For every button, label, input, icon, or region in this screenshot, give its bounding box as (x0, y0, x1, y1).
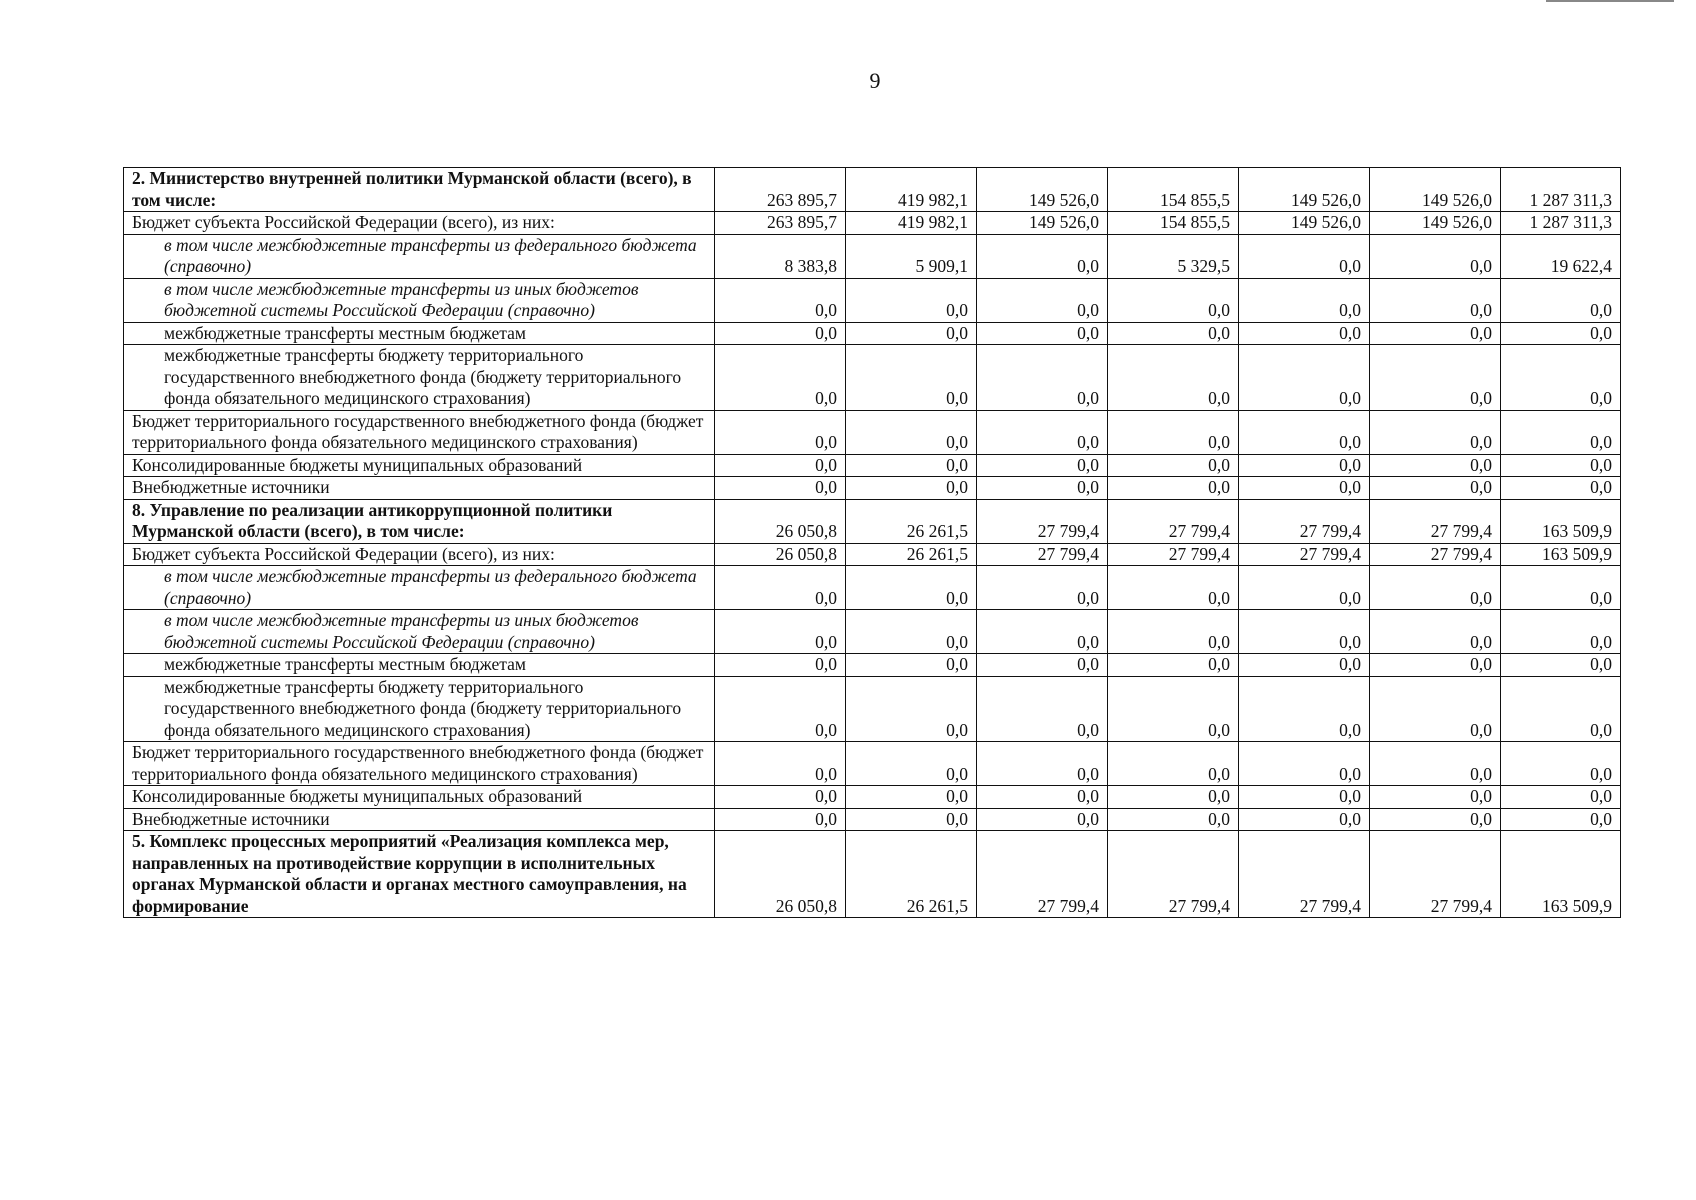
value-cell: 0,0 (846, 566, 977, 610)
value-cell: 0,0 (977, 454, 1108, 477)
value-cell: 26 050,8 (715, 831, 846, 918)
value-cell: 0,0 (1239, 742, 1370, 786)
value-cell: 0,0 (977, 808, 1108, 831)
value-cell: 19 622,4 (1501, 234, 1621, 278)
value-cell: 27 799,4 (1239, 831, 1370, 918)
value-cell: 0,0 (1108, 345, 1239, 411)
row-label: 8. Управление по реализации антикоррупционной политики Мурманской области (всего), в том числе: (124, 499, 715, 543)
value-cell: 149 526,0 (1239, 212, 1370, 235)
value-cell: 0,0 (715, 786, 846, 809)
value-cell: 0,0 (1501, 278, 1621, 322)
value-cell: 0,0 (1370, 234, 1501, 278)
value-cell: 27 799,4 (977, 499, 1108, 543)
row-label: межбюджетные трансферты местным бюджетам (124, 322, 715, 345)
value-cell: 26 050,8 (715, 499, 846, 543)
value-cell: 5 909,1 (846, 234, 977, 278)
value-cell: 0,0 (1370, 808, 1501, 831)
table-row (124, 543, 1621, 566)
value-cell: 0,0 (1239, 278, 1370, 322)
value-cell: 27 799,4 (1108, 543, 1239, 566)
value-cell: 27 799,4 (1370, 543, 1501, 566)
value-cell: 0,0 (1370, 454, 1501, 477)
table-row (124, 566, 1621, 610)
budget-table (123, 167, 1621, 918)
value-cell: 0,0 (1108, 786, 1239, 809)
value-cell: 0,0 (1501, 477, 1621, 500)
value-cell: 0,0 (1370, 278, 1501, 322)
value-cell: 163 509,9 (1501, 543, 1621, 566)
value-cell: 0,0 (846, 410, 977, 454)
value-cell: 27 799,4 (1370, 499, 1501, 543)
value-cell: 0,0 (846, 654, 977, 677)
value-cell: 0,0 (1239, 786, 1370, 809)
value-cell: 0,0 (846, 676, 977, 742)
value-cell: 0,0 (846, 454, 977, 477)
value-cell: 0,0 (1501, 610, 1621, 654)
value-cell: 5 329,5 (1108, 234, 1239, 278)
row-label: 2. Министерство внутренней политики Мурманской области (всего), в том числе: (124, 168, 715, 212)
row-label: в том числе межбюджетные трансферты из федерального бюджета (справочно) (124, 234, 715, 278)
value-cell: 27 799,4 (1108, 499, 1239, 543)
value-cell: 0,0 (1370, 566, 1501, 610)
row-label: межбюджетные трансферты местным бюджетам (124, 654, 715, 677)
scan-edge-mark (1546, 0, 1674, 2)
value-cell: 0,0 (715, 676, 846, 742)
value-cell: 0,0 (715, 278, 846, 322)
value-cell: 419 982,1 (846, 168, 977, 212)
value-cell: 0,0 (846, 345, 977, 411)
value-cell: 149 526,0 (1370, 168, 1501, 212)
row-label: в том числе межбюджетные трансферты из иных бюджетов бюджетной системы Российской Федерации (справочно) (124, 278, 715, 322)
value-cell: 0,0 (715, 454, 846, 477)
value-cell: 0,0 (715, 654, 846, 677)
value-cell: 0,0 (977, 322, 1108, 345)
value-cell: 0,0 (1239, 676, 1370, 742)
value-cell: 0,0 (977, 477, 1108, 500)
value-cell: 0,0 (1370, 610, 1501, 654)
value-cell: 0,0 (977, 234, 1108, 278)
value-cell: 0,0 (1501, 742, 1621, 786)
value-cell: 0,0 (1108, 410, 1239, 454)
value-cell: 26 261,5 (846, 543, 977, 566)
value-cell: 0,0 (1239, 454, 1370, 477)
value-cell: 0,0 (977, 566, 1108, 610)
value-cell: 154 855,5 (1108, 168, 1239, 212)
value-cell: 0,0 (715, 808, 846, 831)
value-cell: 0,0 (1108, 454, 1239, 477)
row-label: 5. Комплекс процессных мероприятий «Реализация комплекса мер, направленных на противодействие коррупции в исполнительных органах Мурманской области и органах местного самоуправления, на формирование (124, 831, 715, 918)
row-label: Бюджет субъекта Российской Федерации (всего), из них: (124, 212, 715, 235)
table-row (124, 322, 1621, 345)
value-cell: 1 287 311,3 (1501, 212, 1621, 235)
value-cell: 0,0 (715, 322, 846, 345)
value-cell: 0,0 (1501, 410, 1621, 454)
table-row (124, 410, 1621, 454)
value-cell: 163 509,9 (1501, 831, 1621, 918)
value-cell: 154 855,5 (1108, 212, 1239, 235)
value-cell: 149 526,0 (1370, 212, 1501, 235)
table-row (124, 168, 1621, 212)
value-cell: 0,0 (977, 676, 1108, 742)
value-cell: 8 383,8 (715, 234, 846, 278)
row-label: Консолидированные бюджеты муниципальных образований (124, 786, 715, 809)
value-cell: 27 799,4 (1370, 831, 1501, 918)
value-cell: 27 799,4 (977, 831, 1108, 918)
value-cell: 0,0 (1370, 786, 1501, 809)
value-cell: 0,0 (715, 345, 846, 411)
value-cell: 0,0 (715, 742, 846, 786)
value-cell: 0,0 (1501, 345, 1621, 411)
value-cell: 149 526,0 (977, 212, 1108, 235)
table-row (124, 610, 1621, 654)
value-cell: 0,0 (1370, 676, 1501, 742)
value-cell: 263 895,7 (715, 212, 846, 235)
value-cell: 163 509,9 (1501, 499, 1621, 543)
value-cell: 0,0 (846, 477, 977, 500)
value-cell: 149 526,0 (1239, 168, 1370, 212)
value-cell: 0,0 (1370, 742, 1501, 786)
row-label: Бюджет территориального государственного внебюджетного фонда (бюджет территориального фонда обязательного медицинского страхования) (124, 410, 715, 454)
row-label: Внебюджетные источники (124, 477, 715, 500)
value-cell: 0,0 (977, 610, 1108, 654)
value-cell: 0,0 (1108, 676, 1239, 742)
value-cell: 0,0 (846, 808, 977, 831)
value-cell: 0,0 (846, 786, 977, 809)
table-row (124, 786, 1621, 809)
table-row (124, 499, 1621, 543)
value-cell: 0,0 (715, 610, 846, 654)
table-row (124, 676, 1621, 742)
value-cell: 26 261,5 (846, 499, 977, 543)
value-cell: 0,0 (1108, 742, 1239, 786)
value-cell: 27 799,4 (1239, 543, 1370, 566)
value-cell: 0,0 (1501, 566, 1621, 610)
value-cell: 26 050,8 (715, 543, 846, 566)
value-cell: 0,0 (1239, 808, 1370, 831)
value-cell: 0,0 (1370, 654, 1501, 677)
table-row (124, 454, 1621, 477)
value-cell: 0,0 (1239, 566, 1370, 610)
table-row (124, 808, 1621, 831)
table-row (124, 742, 1621, 786)
value-cell: 0,0 (1239, 322, 1370, 345)
value-cell: 0,0 (1370, 410, 1501, 454)
value-cell: 0,0 (977, 345, 1108, 411)
row-label: межбюджетные трансферты бюджету территориального государственного внебюджетного фонда (бюджету территориального фонда обязательного медицинского страхования) (124, 676, 715, 742)
value-cell: 0,0 (1239, 654, 1370, 677)
value-cell: 26 261,5 (846, 831, 977, 918)
row-label: Консолидированные бюджеты муниципальных образований (124, 454, 715, 477)
value-cell: 0,0 (846, 322, 977, 345)
value-cell: 149 526,0 (977, 168, 1108, 212)
value-cell: 263 895,7 (715, 168, 846, 212)
value-cell: 0,0 (846, 278, 977, 322)
value-cell: 0,0 (1239, 234, 1370, 278)
value-cell: 0,0 (1239, 610, 1370, 654)
value-cell: 0,0 (1108, 477, 1239, 500)
value-cell: 0,0 (1501, 322, 1621, 345)
value-cell: 0,0 (846, 742, 977, 786)
value-cell: 0,0 (1501, 786, 1621, 809)
table-row (124, 234, 1621, 278)
value-cell: 0,0 (715, 410, 846, 454)
value-cell: 0,0 (1108, 322, 1239, 345)
value-cell: 0,0 (1239, 477, 1370, 500)
value-cell: 0,0 (1501, 676, 1621, 742)
value-cell: 0,0 (1108, 610, 1239, 654)
value-cell: 0,0 (1370, 477, 1501, 500)
table-row (124, 345, 1621, 411)
value-cell: 0,0 (715, 477, 846, 500)
value-cell: 0,0 (1370, 345, 1501, 411)
value-cell: 0,0 (715, 566, 846, 610)
value-cell: 0,0 (1239, 410, 1370, 454)
value-cell: 0,0 (977, 742, 1108, 786)
row-label: Внебюджетные источники (124, 808, 715, 831)
value-cell: 0,0 (1108, 278, 1239, 322)
value-cell: 419 982,1 (846, 212, 977, 235)
value-cell: 1 287 311,3 (1501, 168, 1621, 212)
value-cell: 0,0 (1239, 345, 1370, 411)
row-label: в том числе межбюджетные трансферты из иных бюджетов бюджетной системы Российской Федерации (справочно) (124, 610, 715, 654)
value-cell: 0,0 (1370, 322, 1501, 345)
table-row (124, 654, 1621, 677)
row-label: Бюджет территориального государственного внебюджетного фонда (бюджет территориального фонда обязательного медицинского страхования) (124, 742, 715, 786)
table-row (124, 477, 1621, 500)
value-cell: 0,0 (977, 410, 1108, 454)
value-cell: 0,0 (1501, 808, 1621, 831)
value-cell: 0,0 (1501, 654, 1621, 677)
value-cell: 0,0 (977, 786, 1108, 809)
row-label: Бюджет субъекта Российской Федерации (всего), из них: (124, 543, 715, 566)
value-cell: 0,0 (1108, 566, 1239, 610)
page-number: 9 (869, 68, 881, 93)
value-cell: 0,0 (846, 610, 977, 654)
value-cell: 27 799,4 (1108, 831, 1239, 918)
value-cell: 27 799,4 (1239, 499, 1370, 543)
value-cell: 0,0 (977, 654, 1108, 677)
value-cell: 0,0 (977, 278, 1108, 322)
table-row (124, 278, 1621, 322)
row-label: межбюджетные трансферты бюджету территориального государственного внебюджетного фонда (бюджету территориального фонда обязательного медицинского страхования) (124, 345, 715, 411)
value-cell: 0,0 (1108, 808, 1239, 831)
value-cell: 27 799,4 (977, 543, 1108, 566)
table-row (124, 212, 1621, 235)
table-row (124, 831, 1621, 918)
row-label: в том числе межбюджетные трансферты из федерального бюджета (справочно) (124, 566, 715, 610)
value-cell: 0,0 (1501, 454, 1621, 477)
value-cell: 0,0 (1108, 654, 1239, 677)
